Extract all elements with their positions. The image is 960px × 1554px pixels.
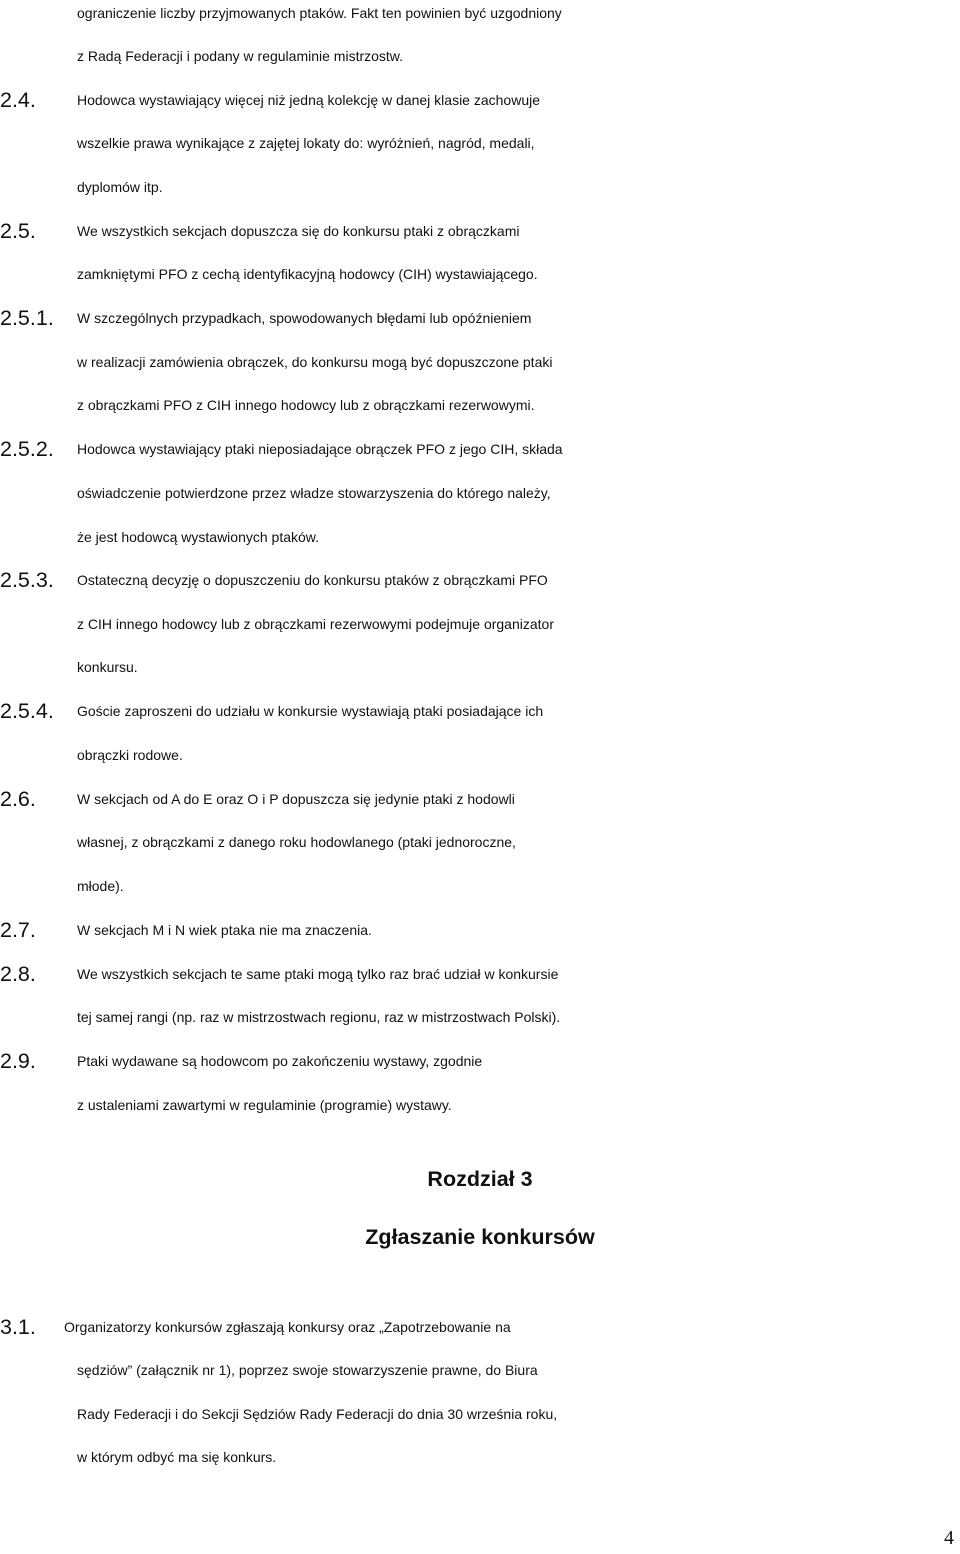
paragraph-number: 2.8.	[0, 962, 36, 986]
text-line: ograniczenie liczby przyjmowanych ptaków. Fakt ten powinien być uzgodniony	[77, 5, 562, 21]
text-line: dyplomów itp.	[77, 179, 163, 195]
text-line: Ptaki wydawane są hodowcom po zakończeniu wystawy, zgodnie	[77, 1053, 483, 1069]
chapter-title: Rozdział 3	[427, 1167, 533, 1191]
text-line: młode).	[77, 878, 124, 894]
text-line: Organizatorzy konkursów zgłaszają konkursy oraz „Zapotrzebowanie na	[64, 1319, 511, 1335]
paragraph-number: 2.5.3.	[0, 568, 54, 592]
text-line: W szczególnych przypadkach, spowodowanych błędami lub opóźnieniem	[77, 310, 532, 326]
text-line: Hodowca wystawiający ptaki nieposiadające obrączek PFO z jego CIH, składa	[77, 441, 563, 457]
text-line: z ustaleniami zawartymi w regulaminie (programie) wystawy.	[77, 1097, 452, 1113]
text-line: obrączki rodowe.	[77, 747, 183, 763]
paragraph-number: 2.6.	[0, 787, 36, 811]
paragraph-number: 2.4.	[0, 88, 36, 112]
text-line: Hodowca wystawiający więcej niż jedną kolekcję w danej klasie zachowuje	[77, 92, 541, 108]
text-line: Goście zaproszeni do udziału w konkursie wystawiają ptaki posiadające ich	[77, 703, 544, 719]
paragraph-number: 2.7.	[0, 918, 36, 942]
text-line: w realizacji zamówienia obrączek, do konkursu mogą być dopuszczone ptaki	[77, 354, 553, 370]
text-line: własnej, z obrączkami z danego roku hodowlanego (ptaki jednoroczne,	[77, 834, 516, 850]
text-line: We wszystkich sekcjach dopuszcza się do konkursu ptaki z obrączkami	[77, 223, 520, 239]
page-number: 4	[944, 1527, 954, 1549]
text-line: W sekcjach M i N wiek ptaka nie ma znaczenia.	[77, 922, 372, 938]
paragraph-number: 3.1.	[0, 1315, 36, 1339]
paragraph-number: 2.5.2.	[0, 437, 54, 461]
paragraph-number: 2.5.	[0, 219, 36, 243]
text-line: z CIH innego hodowcy lub z obrączkami rezerwowymi podejmuje organizator	[77, 616, 554, 632]
text-line: wszelkie prawa wynikające z zajętej lokaty do: wyróżnień, nagród, medali,	[77, 135, 535, 151]
text-line: tej samej rangi (np. raz w mistrzostwach regionu, raz w mistrzostwach Polski).	[77, 1009, 561, 1025]
text-line: z Radą Federacji i podany w regulaminie mistrzostw.	[77, 48, 404, 64]
text-line: Ostateczną decyzję o dopuszczeniu do konkursu ptaków z obrączkami PFO	[77, 572, 548, 588]
text-line: konkursu.	[77, 659, 138, 675]
paragraph-number: 2.5.1.	[0, 306, 54, 330]
text-line: We wszystkich sekcjach te same ptaki mogą tylko raz brać udział w konkursie	[77, 966, 559, 982]
text-line: w którym odbyć ma się konkurs.	[77, 1449, 277, 1465]
paragraph-number: 2.5.4.	[0, 699, 54, 723]
text-line: z obrączkami PFO z CIH innego hodowcy lub z obrączkami rezerwowymi.	[77, 397, 535, 413]
text-line: Rady Federacji i do Sekcji Sędziów Rady Federacji do dnia 30 września roku,	[77, 1406, 558, 1422]
paragraph-number: 2.9.	[0, 1049, 36, 1073]
text-line: że jest hodowcą wystawionych ptaków.	[77, 529, 320, 545]
text-line: sędziów” (załącznik nr 1), poprzez swoje stowarzyszenie prawne, do Biura	[77, 1362, 538, 1378]
chapter-subtitle: Zgłaszanie konkursów	[365, 1225, 595, 1249]
text-line: W sekcjach od A do E oraz O i P dopuszcza się jedynie ptaki z hodowli	[77, 791, 515, 807]
text-line: zamkniętymi PFO z cechą identyfikacyjną hodowcy (CIH) wystawiającego.	[77, 266, 538, 282]
text-line: oświadczenie potwierdzone przez władze stowarzyszenia do którego należy,	[77, 485, 551, 501]
